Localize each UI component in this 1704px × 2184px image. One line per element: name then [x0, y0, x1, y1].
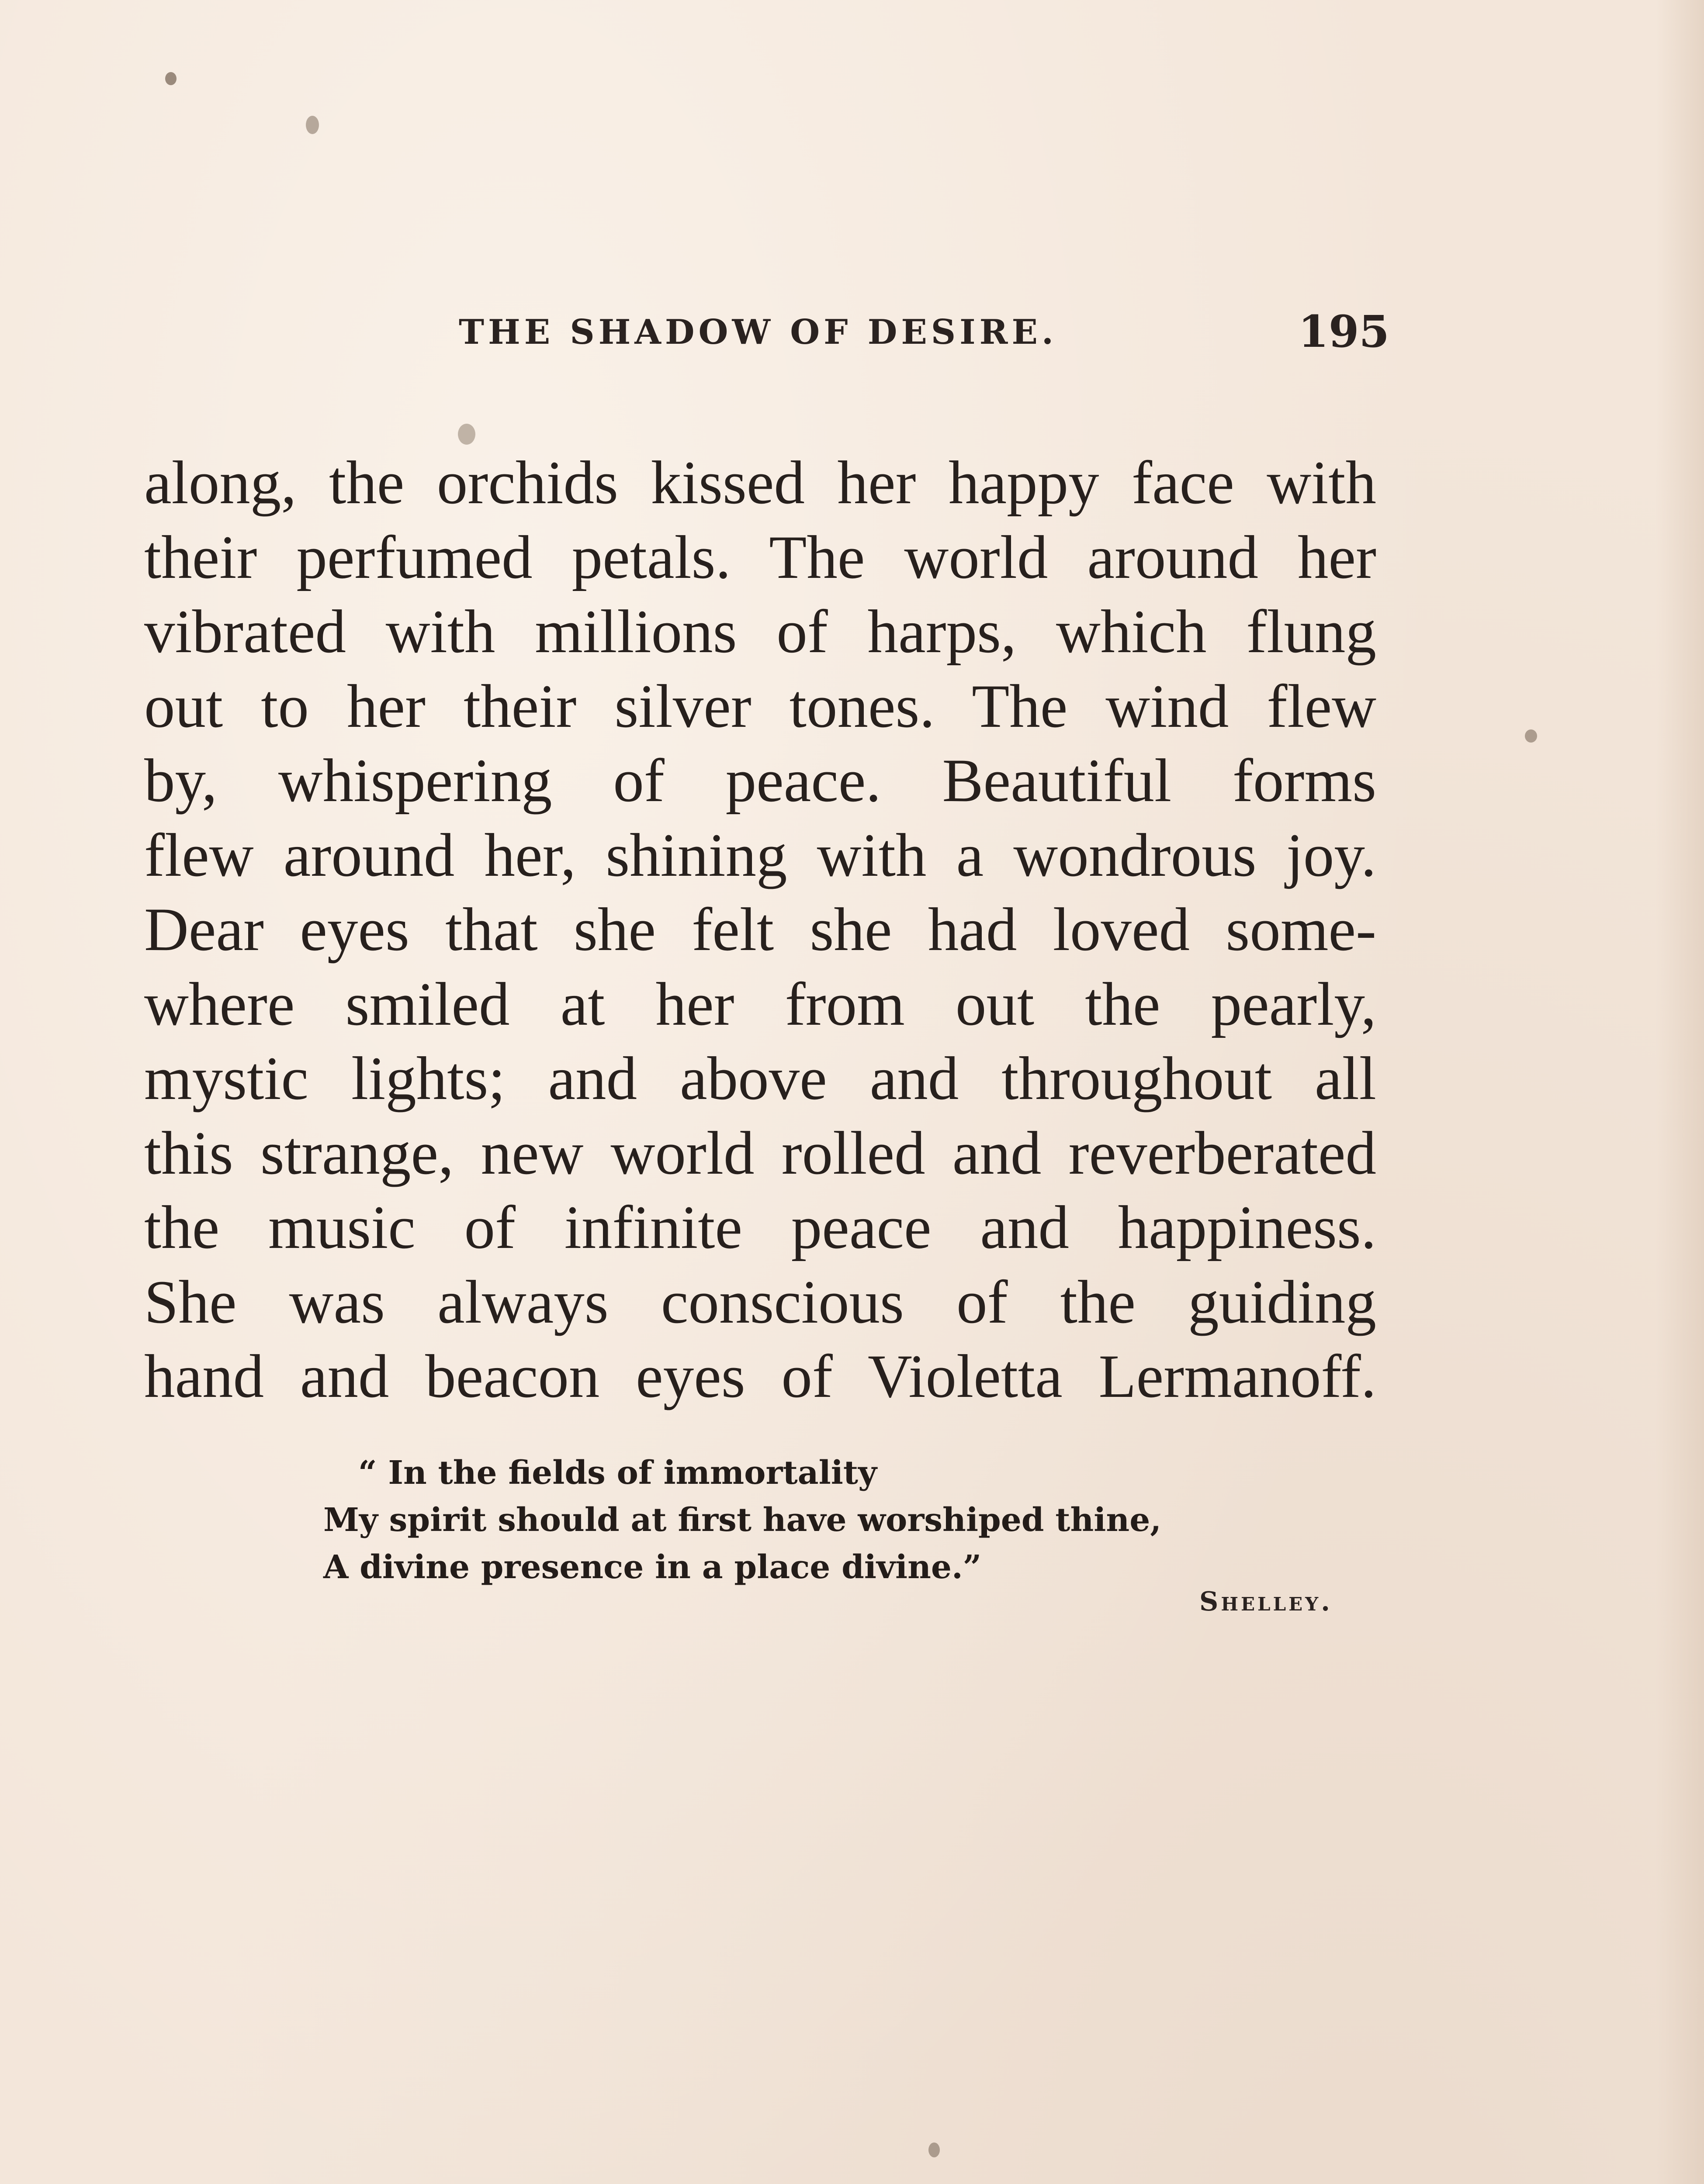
text-line: along, the orchids kissed her happy face with: [144, 449, 1376, 517]
epigraph-quote: [323, 1449, 1328, 1591]
text-line: out to her their silver tones. The wind flew: [144, 672, 1376, 740]
text-line: this strange, new world rolled and reverberated: [144, 1119, 1376, 1187]
text-line: where smiled at her from out the pearly,: [144, 970, 1376, 1038]
paper-speck: [1525, 729, 1537, 743]
text-line: hand and beacon eyes of Violetta Lermanoff.: [144, 1342, 1376, 1410]
text-line: their perfumed petals. The world around her: [144, 523, 1376, 591]
epigraph-line: My spirit should at first have worshiped thine,: [323, 1501, 1162, 1539]
text-line: the music of infinite peace and happiness.: [144, 1193, 1376, 1261]
paper-speck: [306, 116, 319, 134]
paper-speck: [165, 72, 177, 85]
text-line: mystic lights; and above and throughout all: [144, 1044, 1376, 1113]
paper-speck: [458, 424, 475, 445]
page-number: 195: [1298, 306, 1389, 357]
paper-speck: [928, 2143, 940, 2157]
text-line: She was always conscious of the guiding: [144, 1268, 1376, 1336]
text-line: Dear eyes that she felt she had loved some-: [144, 895, 1376, 964]
running-head: THE SHADOW OF DESIRE.: [459, 312, 1058, 352]
page-edge-shadow: [1656, 0, 1704, 2184]
body-paragraph: [144, 446, 1376, 1414]
epigraph-line: “ In the fields of immortality: [358, 1454, 877, 1492]
text-line: by, whispering of peace. Beautiful forms: [144, 746, 1376, 815]
text-line: flew around her, shining with a wondrous joy.: [144, 821, 1376, 889]
epigraph-attribution: Shelley.: [1199, 1586, 1333, 1617]
text-line: vibrated with millions of harps, which flung: [144, 598, 1376, 666]
epigraph-line: A divine presence in a place divine.”: [323, 1548, 982, 1586]
